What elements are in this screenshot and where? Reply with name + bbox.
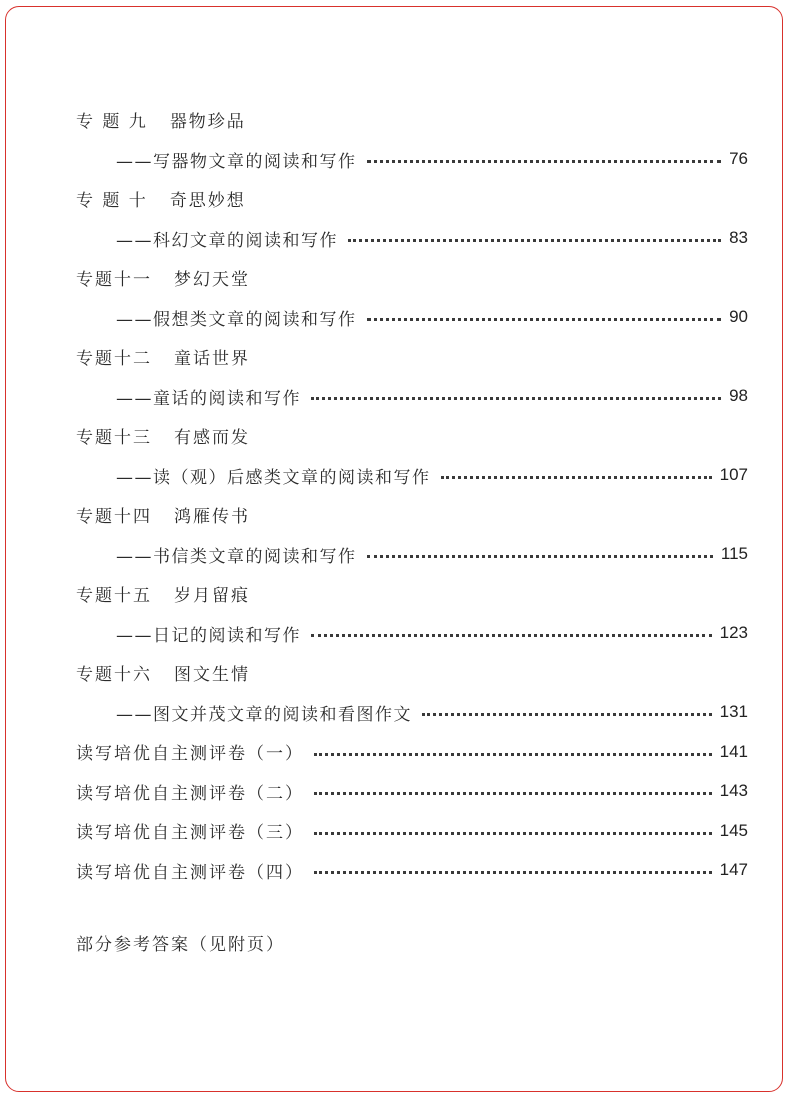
toc-test-entry[interactable] xyxy=(76,732,748,772)
topic-name: 奇思妙想 xyxy=(169,191,246,212)
toc-topic-heading[interactable] xyxy=(76,179,748,219)
toc-topic-heading[interactable] xyxy=(76,337,748,377)
topic-subtitle: ——假想类文章的阅读和写作 xyxy=(116,309,357,330)
topic-subtitle: ——读（观）后感类文章的阅读和写作 xyxy=(116,467,431,488)
toc-topic-entry[interactable] xyxy=(76,377,748,417)
topic-name: 有感而发 xyxy=(174,428,250,449)
toc-topic-entry[interactable] xyxy=(76,456,748,496)
topic-code: 专题十三 xyxy=(76,428,152,449)
toc-test-entry[interactable] xyxy=(76,772,748,812)
topic-subtitle: ——图文并茂文章的阅读和看图作文 xyxy=(116,704,412,725)
test-title: 读写培优自主测评卷（一） xyxy=(76,744,304,765)
test-title: 读写培优自主测评卷（三） xyxy=(76,823,304,844)
topic-code: 专 题 十 xyxy=(76,191,148,212)
page-number: 115 xyxy=(720,544,748,564)
page-number: 90 xyxy=(729,307,748,327)
topic-subtitle: ——童话的阅读和写作 xyxy=(116,388,301,409)
topic-code: 专题十四 xyxy=(76,507,152,528)
dot-leader xyxy=(314,870,712,874)
toc-topic-heading[interactable] xyxy=(76,495,748,535)
page-number: 147 xyxy=(719,860,748,880)
toc-topic-entry[interactable] xyxy=(76,535,748,575)
topic-subtitle: ——科幻文章的阅读和写作 xyxy=(116,230,338,251)
page-number: 131 xyxy=(719,702,748,722)
toc-topic-heading[interactable] xyxy=(76,653,748,693)
topic-code: 专题十一 xyxy=(76,270,152,291)
dot-leader xyxy=(311,396,721,400)
topic-code: 专 题 九 xyxy=(76,112,148,133)
dot-leader xyxy=(367,159,722,163)
topic-subtitle: ——日记的阅读和写作 xyxy=(116,625,301,646)
dot-leader xyxy=(367,554,713,558)
dot-leader xyxy=(348,238,721,242)
toc-topic-heading[interactable] xyxy=(76,258,748,298)
table-of-contents xyxy=(76,100,748,890)
toc-topic-heading[interactable] xyxy=(76,416,748,456)
page-number: 123 xyxy=(719,623,748,643)
dot-leader xyxy=(367,317,722,321)
dot-leader xyxy=(314,831,712,835)
topic-code: 专题十五 xyxy=(76,586,152,607)
topic-name: 图文生情 xyxy=(174,665,250,686)
toc-topic-heading[interactable] xyxy=(76,574,748,614)
topic-subtitle: ——书信类文章的阅读和写作 xyxy=(116,546,357,567)
dot-leader xyxy=(311,633,712,637)
dot-leader xyxy=(314,791,712,795)
dot-leader xyxy=(422,712,712,716)
topic-name: 岁月留痕 xyxy=(174,586,250,607)
appendix-entry[interactable]: 部分参考答案（见附页） xyxy=(76,935,285,955)
page-number: 107 xyxy=(719,465,748,485)
topic-code: 专题十二 xyxy=(76,349,152,370)
toc-test-entry[interactable] xyxy=(76,811,748,851)
topic-subtitle: ——写器物文章的阅读和写作 xyxy=(116,151,357,172)
page-number: 143 xyxy=(719,781,748,801)
toc-test-entry[interactable] xyxy=(76,851,748,891)
topic-name: 器物珍品 xyxy=(169,112,246,133)
dot-leader xyxy=(314,752,712,756)
dot-leader xyxy=(441,475,712,479)
toc-topic-heading[interactable] xyxy=(76,100,748,140)
toc-topic-entry[interactable] xyxy=(76,614,748,654)
test-title: 读写培优自主测评卷（二） xyxy=(76,783,304,804)
toc-topic-entry[interactable] xyxy=(76,298,748,338)
topic-name: 鸿雁传书 xyxy=(174,507,250,528)
page-number: 98 xyxy=(729,386,748,406)
page-number: 83 xyxy=(729,228,748,248)
toc-topic-entry[interactable] xyxy=(76,140,748,180)
topic-name: 梦幻天堂 xyxy=(174,270,250,291)
test-title: 读写培优自主测评卷（四） xyxy=(76,862,304,883)
topic-code: 专题十六 xyxy=(76,665,152,686)
toc-topic-entry[interactable] xyxy=(76,693,748,733)
page-number: 145 xyxy=(719,820,748,840)
toc-topic-entry[interactable] xyxy=(76,219,748,259)
topic-name: 童话世界 xyxy=(174,349,250,370)
page-number: 76 xyxy=(729,149,748,169)
page-number: 141 xyxy=(719,741,748,761)
